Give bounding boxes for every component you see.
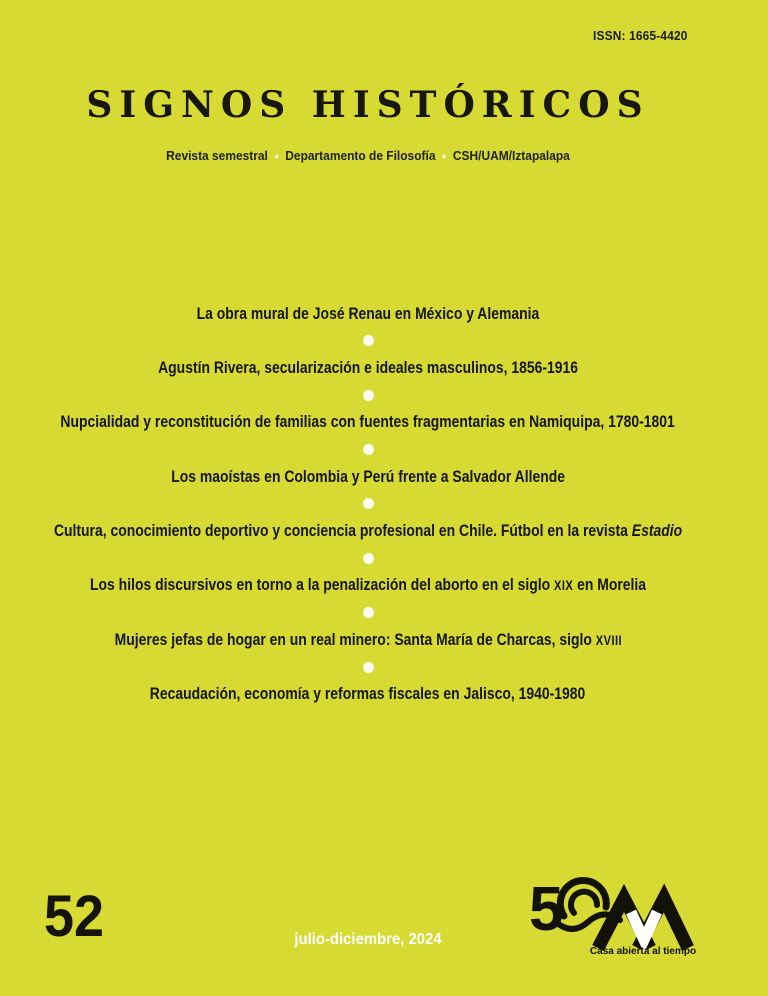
subtitle-separator-dot: • (274, 147, 279, 164)
toc-separator (0, 545, 736, 572)
toc-separator (0, 490, 736, 517)
toc-article-title: Mujeres jefas de hogar en un real minero: Santa María de Charcas, siglo XVIII (114, 629, 622, 649)
logo-5-digit: 5 (529, 875, 564, 944)
issue-period: julio-diciembre, 2024 (294, 931, 442, 948)
toc (0, 300, 736, 708)
toc-article-title: Los maoístas en Colombia y Perú frente a Salvador Allende (171, 466, 565, 486)
toc-separator (0, 599, 736, 626)
separator-dot (363, 390, 374, 401)
separator-dot (363, 662, 374, 673)
separator-dot (363, 444, 374, 455)
toc-article-title: Cultura, conocimiento deportivo y conciencia profesional en Chile. Fútbol en la revista Estadio (53, 521, 683, 541)
subtitle-part: Departamento de Filosofía (285, 148, 436, 163)
subtitle-part: Revista semestral (166, 148, 268, 163)
separator-dot (363, 607, 374, 618)
separator-dot (363, 498, 374, 509)
subtitle-part: CSH/UAM/Iztapalapa (452, 148, 570, 163)
toc-separator (0, 327, 736, 354)
masthead-subtitle (29, 148, 706, 163)
issue-number: 52 (44, 884, 104, 949)
toc-separator (0, 382, 736, 409)
toc-article-title: Nupcialidad y reconstitución de familias con fuentes fragmentarias en Namiquipa, 1780-1801 (60, 412, 676, 432)
separator-dot (363, 335, 374, 346)
toc-article-title: Recaudación, economía y reformas fiscales en Jalisco, 1940-1980 (150, 684, 586, 704)
journal-title: SIGNOS HISTÓRICOS (86, 84, 650, 126)
toc-separator (0, 653, 736, 680)
logo-tagline: Casa abierta al tiempo (589, 946, 697, 957)
toc-separator (0, 436, 736, 463)
separator-dot (363, 553, 374, 564)
toc-article-title: Agustín Rivera, secularización e ideales masculinos, 1856-1916 (158, 357, 578, 377)
toc-article-title: La obra mural de José Renau en México y Alemania (196, 303, 540, 323)
subtitle-separator-dot: • (441, 147, 447, 164)
uam-50-anniversary-logo-icon (528, 870, 700, 958)
uam-monogram-icon (598, 898, 688, 948)
issn-label: ISSN: 1665-4420 (593, 29, 688, 43)
toc-article-title: Los hilos discursivos en torno a la penalización del aborto en el siglo XIX en Morelia (89, 575, 647, 595)
